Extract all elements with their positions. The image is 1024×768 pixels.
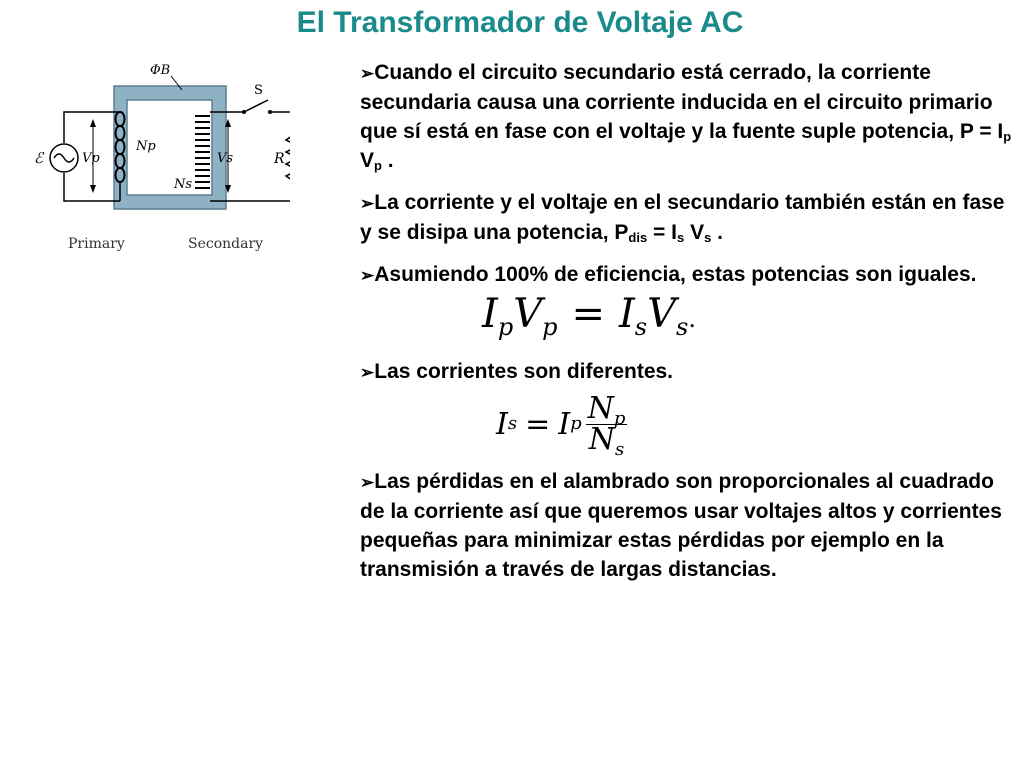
bullet-arrow-icon: ➢ — [360, 266, 375, 285]
secondary-label: Secondary — [188, 236, 264, 252]
bullet-primary-power: ➢Cuando el circuito secundario está cerrado, la corriente secundaria causa una corriente inducida en el circuito primario que sí está en fase con el voltaje y la fuente suple potencia, $P = I_p$ $V_p$ . — [360, 61, 1012, 173]
bullet-wire-losses: ➢Las pérdidas en el alambrado son proporcionales al cuadrado de la corriente así que queremos usar voltajes altos y corrientes pequeñas para minimizar estas pérdidas por ejemplo en la transmisión a través de largas distancias. — [360, 470, 1002, 581]
bullet-arrow-icon: ➢ — [360, 194, 375, 213]
bullet-efficiency: ➢Asumiendo 100% de eficiencia, estas potencias son iguales. — [360, 263, 977, 286]
bullet-currents-differ: ➢Las corrientes son diferentes. — [360, 360, 674, 383]
bullet-secondary-power: ➢La corriente y el voltaje en el secundario también están en fase y se disipa una potencia, $P_{dis} = I_s$ $V_s$ . — [360, 191, 1005, 245]
source-label: ℰ — [34, 149, 44, 167]
transformer-core — [114, 86, 226, 209]
secondary-coil — [195, 116, 210, 188]
resistor-icon — [286, 136, 290, 180]
vs-label: Vs — [217, 151, 234, 166]
vp-label: Vp — [82, 151, 100, 166]
r-label: R — [274, 151, 285, 167]
bullet-arrow-icon: ➢ — [360, 363, 375, 382]
bullet-arrow-icon: ➢ — [360, 64, 375, 83]
current-ratio-equation: I s = I p $\frac{N_p}{N_s}$ — [496, 390, 626, 460]
primary-label: Primary — [68, 236, 125, 252]
ns-label: Ns — [174, 177, 193, 192]
switch-icon — [244, 100, 268, 112]
slide-title: El Transformador de Voltaje AC — [296, 6, 744, 39]
slide-content — [360, 58, 1020, 597]
power-equality-equation: $I_pV_p = I_sV_s$. — [482, 291, 696, 341]
flux-label: ΦB — [150, 63, 171, 78]
transformer-diagram — [30, 56, 290, 256]
np-label: Np — [136, 139, 156, 154]
bullet-arrow-icon: ➢ — [360, 473, 375, 492]
turns-ratio-fraction: $\frac{N_p}{N_s}$ — [587, 390, 626, 460]
switch-label: S — [254, 83, 263, 98]
